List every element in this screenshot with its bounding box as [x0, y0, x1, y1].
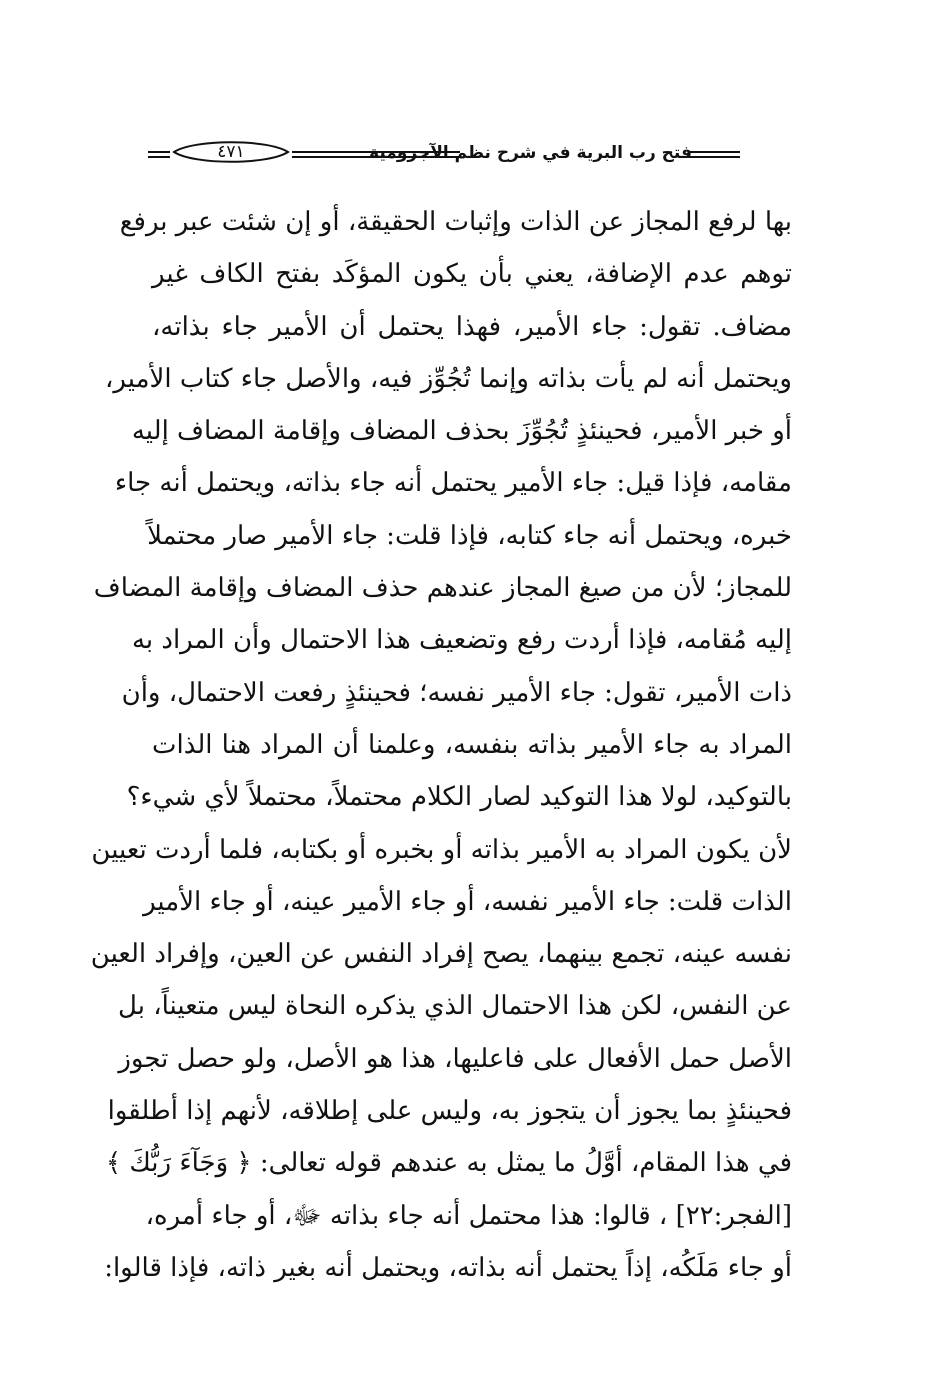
text-line: للمجاز؛ لأن من صيغ المجاز عندهم حذف المضاف وإقامة المضاف [93, 573, 792, 604]
running-header [148, 132, 796, 176]
header-rule-right [688, 151, 740, 158]
text-line: مضاف. تقول: جاء الأمير، فهذا يحتمل أن الأمير جاء بذاته، [152, 311, 792, 342]
text-line: فحينئذٍ بما يجوز أن يتجوز به، وليس على إطلاقه، لأنهم إذا أطلقوا [107, 1096, 792, 1127]
text-line: الأصل حمل الأفعال على فاعليها، هذا هو الأصل، ولو حصل تجوز [118, 1043, 792, 1074]
text-line: [الفجر:٢٢] ، قالوا: هذا محتمل أنه جاء بذاته ﷻ، أو جاء أمره، [145, 1200, 792, 1231]
text-line: مقامه، فإذا قيل: جاء الأمير يحتمل أنه جاء بذاته، ويحتمل أنه جاء [114, 468, 792, 499]
page-number-frame [172, 137, 290, 167]
quran-verse-line: في هذا المقام، أوَّلُ ما يمثل به عندهم قوله تعالى: ﴿ وَجَآءَ رَبُّكَ ﴾ [105, 1148, 792, 1179]
body-text [90, 196, 792, 1294]
text-line: الذات قلت: جاء الأمير نفسه، أو جاء الأمير عينه، أو جاء الأمير [143, 886, 792, 917]
text-line: المراد به جاء الأمير بذاته بنفسه، وعلمنا أن المراد هنا الذات [152, 729, 792, 760]
text-line: خبره، ويحتمل أنه جاء كتابه، فإذا قلت: جاء الأمير صار محتملاً [147, 520, 792, 551]
text-line: أو خبر الأمير، فحينئذٍ تُجُوِّزَ بحذف المضاف وإقامة المضاف إليه [131, 416, 792, 447]
header-rule-middle [292, 151, 460, 158]
text-line: بالتوكيد، لولا هذا التوكيد لصار الكلام محتملاً، محتملاً لأي شيء؟ [126, 782, 792, 813]
text-line: أو جاء مَلَكُه، إذاً يحتمل أنه بذاته، ويحتمل أنه بغير ذاته، فإذا قالوا: [104, 1252, 792, 1283]
text-line: نفسه عينه، تجمع بينهما، يصح إفراد النفس عن العين، وإفراد العين [90, 939, 792, 970]
text-line: إليه مُقامه، فإذا أردت رفع وتضعيف هذا الاحتمال وأن المراد به [131, 625, 792, 656]
text-line: ذات الأمير، تقول: جاء الأمير نفسه؛ فحينئذٍ رفعت الاحتمال، وأن [121, 677, 792, 708]
text-line: بها لرفع المجاز عن الذات وإثبات الحقيقة، أو إن شئت عبر برفع [119, 207, 792, 237]
text-line: توهم عدم الإضافة، يعني بأن يكون المؤكَد بفتح الكاف غير [152, 259, 792, 290]
text-line: لأن يكون المراد به الأمير بذاته أو بخبره أو بكتابه، فلما أردت تعيين [91, 834, 792, 865]
header-book-title: فتح رب البرية في شرح نظم الآجرومية [369, 143, 692, 163]
text-line: عن النفس، لكن هذا الاحتمال الذي يذكره النحاة ليس متعيناً، بل [118, 991, 792, 1022]
header-rule-left [148, 151, 170, 158]
page-number: ٤٧١ [217, 142, 245, 162]
text-line: ويحتمل أنه لم يأت بذاته وإنما تُجُوِّز فيه، والأصل جاء كتاب الأمير، [105, 363, 792, 394]
